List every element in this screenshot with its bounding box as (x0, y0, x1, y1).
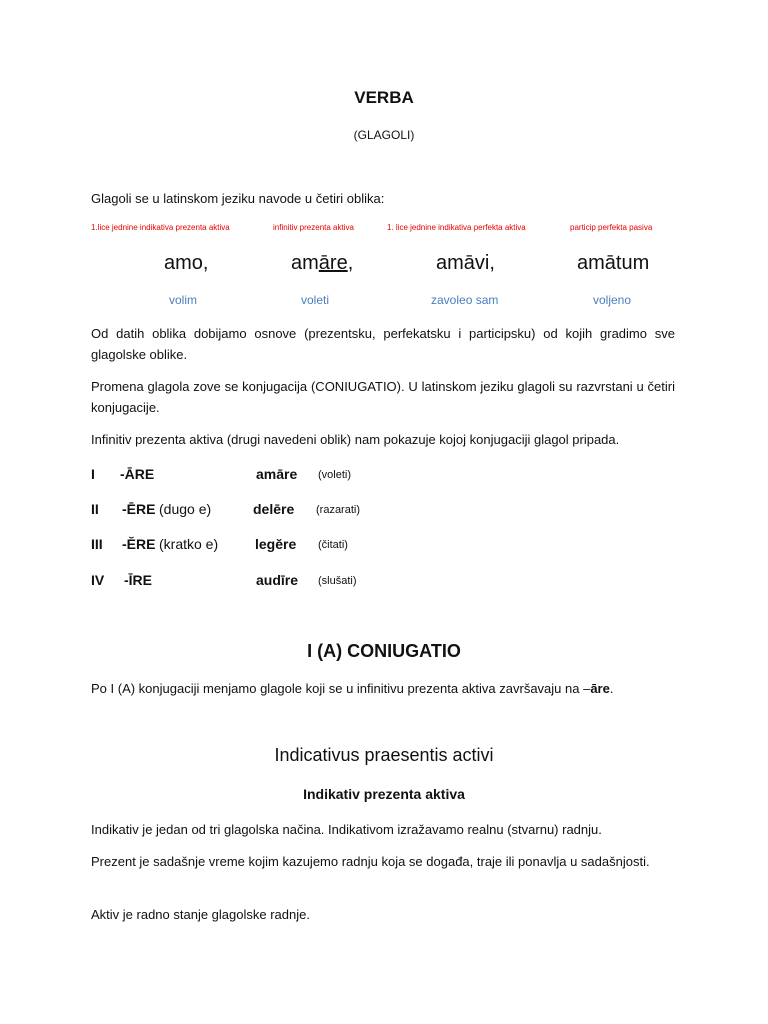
conj-verb: amāre (256, 466, 298, 482)
conj-numeral: III (91, 536, 103, 552)
section-heading: I (A) CONIUGATIO (307, 641, 461, 661)
conj-note: (dugo e) (159, 501, 212, 517)
conjugation-row-1 (0, 466, 768, 486)
conjugation-row-4 (0, 572, 768, 592)
page-title: VERBA (354, 88, 414, 107)
paragraph-3: Infinitiv prezenta aktiva (drugi navedeni oblik) nam pokazuje kojoj konjugaciji glagol pripada. (91, 432, 620, 447)
indicative-paragraph-1: Indikativ je jedan od tri glagolska načina. Indikativom izražavamo realnu (stvarnu) radnju. (91, 822, 602, 837)
conj-numeral: IV (91, 572, 105, 588)
indicative-paragraph-2: Prezent je sadašnje vreme kojim kazujemo radnju koja se događa, traje ili ponavlja u sadašnjosti. (91, 854, 650, 869)
conj-verb: audīre (256, 572, 299, 588)
latin-form-1: amo, (164, 252, 209, 274)
latin-form-4: amātum (577, 252, 650, 274)
page-subtitle: (GLAGOLI) (353, 128, 415, 142)
form-label-3: 1. lice jednine indikativa perfekta aktiva (387, 223, 526, 232)
translation-4: voljeno (593, 293, 632, 307)
intro-text: Glagoli se u latinskom jeziku navode u četiri oblika: (91, 191, 385, 206)
conj-meaning: (razarati) (316, 504, 361, 516)
latin-form-3: amāvi, (436, 252, 495, 274)
conj-verb: legĕre (255, 536, 297, 552)
translation-1: volim (169, 293, 198, 307)
conj-meaning: (čitati) (318, 539, 348, 551)
form-label-4: particip perfekta pasiva (570, 223, 653, 232)
section-text (91, 678, 675, 699)
translation-3: zavoleo sam (431, 293, 499, 307)
conj-verb: delēre (253, 501, 295, 517)
conj-ending: -ĒRE (122, 501, 156, 517)
conj-ending: -ĪRE (124, 572, 152, 588)
translation-2: voleti (301, 293, 330, 307)
indicative-heading: Indicativus praesentis activi (274, 745, 494, 765)
conjugation-row-2 (0, 501, 768, 521)
conj-ending: -ĀRE (120, 466, 155, 482)
section-text-pre: Po I (A) konjugaciji menjamo glagole koji se u infinitivu prezenta aktiva završavaju na – (91, 681, 591, 696)
indicative-paragraph-3: Aktiv je radno stanje glagolske radnje. (91, 907, 310, 922)
conj-meaning: (slušati) (318, 575, 357, 587)
paragraph-2: Promena glagola zove se konjugacija (CONIUGATIO). U latinskom jeziku glagoli su razvrstani u četiri konjugacije. (91, 379, 675, 415)
form-label-1: 1.lice jednine indikativa prezenta aktiva (91, 223, 230, 232)
paragraph-1: Od datih oblika dobijamo osnove (prezentsku, perfekatsku i participsku) od kojih gradimo sve glagolske oblike. (91, 326, 675, 362)
conj-ending: -ĔRE (122, 536, 156, 552)
conj-note: (kratko e) (159, 536, 219, 552)
conj-meaning: (voleti) (318, 469, 352, 481)
form-label-2: infinitiv prezenta aktiva (273, 223, 354, 232)
indicative-subheading: Indikativ prezenta aktiva (303, 786, 465, 802)
section-text-post: . (609, 681, 614, 696)
conj-numeral: I (91, 466, 95, 482)
section-text-ending: āre (590, 681, 610, 696)
latin-form-2: amāre, (291, 252, 354, 274)
conj-numeral: II (91, 501, 99, 517)
conjugation-row-3 (0, 536, 768, 556)
